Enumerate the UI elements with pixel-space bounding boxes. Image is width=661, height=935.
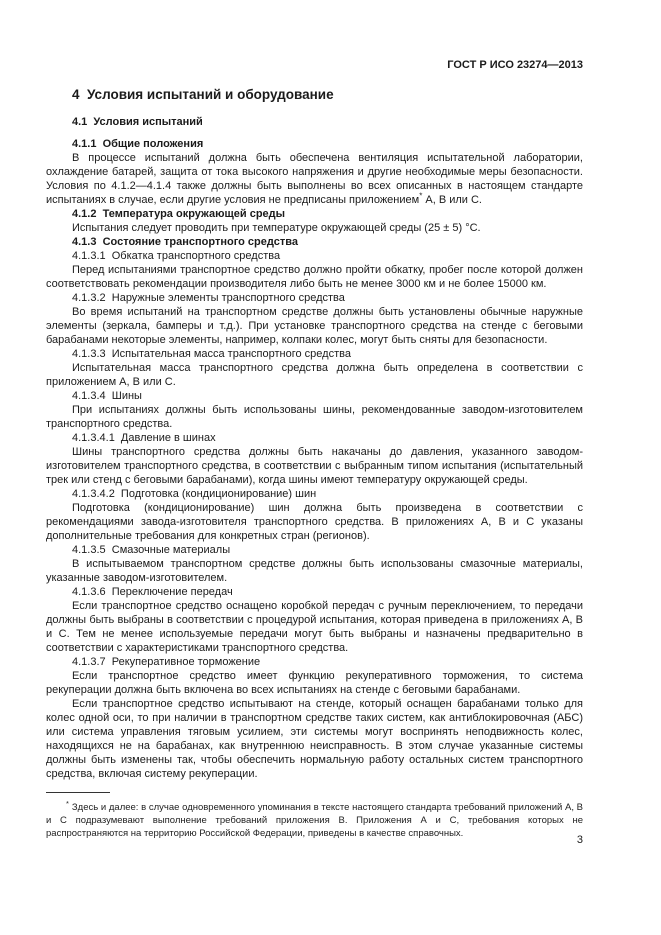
clause-heading: 4.1.1 Общие положения xyxy=(72,138,204,150)
content-blocks xyxy=(46,115,583,781)
section-title: 4 Условия испытаний и оборудование xyxy=(72,87,334,102)
paragraph: При испытаниях должны быть использованы шины, рекомендованные заводом-изготовителем транспортного средства. xyxy=(46,404,583,430)
footnote-text xyxy=(46,797,583,840)
footnote-rule xyxy=(46,792,110,793)
subclause-heading: 4.1.3.3 Испытательная масса транспортного средства xyxy=(72,348,351,360)
standard-code-header: ГОСТ Р ИСО 23274—2013 xyxy=(447,59,583,71)
paragraph: В процессе испытаний должна быть обеспечена вентиляция испытательной лаборатории, охлаждение батарей, защита от тока высокого напряжения и другие необходимые меры безопасности. Условия по 4.1.2—4.1.4 также должны быть выполнены во всех описанных в настоящем стандарте испытаниях в случае, если другие условия не предписаны приложением* А, В или С. xyxy=(46,152,583,206)
paragraph: Если транспортное средство имеет функцию рекуперативного торможения, то система рекуперации должна быть включена во всех испытаниях на стенде с беговыми барабанами. xyxy=(46,670,583,696)
paragraph: Шины транспортного средства должны быть накачаны до давления, указанного заводом-изготовителем транспортного средства, в соответствии с выбранным типом испытания (испытательный трек или стенд с беговыми барабанами), когда шины имеют температуру окружающей среды. xyxy=(46,446,583,486)
subclause-heading: 4.1.3.6 Переключение передач xyxy=(72,586,233,598)
subclause-heading: 4.1.3.5 Смазочные материалы xyxy=(72,544,231,556)
paragraph: Испытания следует проводить при температуре окружающей среды (25 ± 5) °С. xyxy=(72,222,481,234)
page-content xyxy=(46,58,583,781)
paragraph: В испытываемом транспортном средстве должны быть использованы смазочные материалы, указанные заводом-изготовителем. xyxy=(46,558,583,584)
clause-heading: 4.1 Условия испытаний xyxy=(72,116,203,128)
footnote-reference-marker: * xyxy=(419,191,423,201)
subclause-heading: 4.1.3.2 Наружные элементы транспортного средства xyxy=(72,292,345,304)
paragraph: Во время испытаний на транспортном средстве должны быть установлены обычные наружные элементы (зеркала, бамперы и т.д.). При установке транспортного средства на стенде с беговыми барабанами некоторые элементы, например, колпаки колес, могут быть сняты для безопасности. xyxy=(46,306,583,346)
subclause-heading: 4.1.3.7 Рекуперативное торможение xyxy=(72,656,261,668)
footnote-marker: * xyxy=(66,799,69,808)
paragraph: Перед испытаниями транспортное средство должно пройти обкатку, пробег после которой должен соответствовать рекомендации производителя либо быть не менее 3000 км и не более 15000 км. xyxy=(46,264,583,290)
footnote-block xyxy=(46,792,583,840)
paragraph: Подготовка (кондиционирование) шин должна быть произведена в соответствии с рекомендациями завода-изготовителя транспортного средства. В приложениях А, В и С указаны дополнительные требования для конкретных стран (регионов). xyxy=(46,502,583,542)
subclause-heading: 4.1.3.4.2 Подготовка (кондиционирование) шин xyxy=(72,488,317,500)
subclause-heading: 4.1.3.4 Шины xyxy=(72,390,142,402)
page-number: 3 xyxy=(576,834,583,846)
subclause-heading: 4.1.3.4.1 Давление в шинах xyxy=(72,432,216,444)
clause-heading: 4.1.3 Состояние транспортного средства xyxy=(72,236,298,248)
paragraph: Если транспортное средство испытывают на стенде, который оснащен барабанами только для колес одной оси, то при наличии в транспортном средстве таких систем, как антиблокировочная (АБС) или система управления тяговым усилием, эти системы могут воспринять неподвижность колес, находящихся не на барабанах, как внутреннюю неисправность. В этом случае указанные системы должны быть изменены так, чтобы обеспечить нормальную работу остальных систем транспортного средства, включая систему рекуперации. xyxy=(46,698,583,780)
paragraph: Испытательная масса транспортного средства должна быть определена в соответствии с приложением А, В или С. xyxy=(46,362,583,388)
footnote-body: Здесь и далее: в случае одновременного упоминания в тексте настоящего стандарта требований приложений А, В и С подразумевают выполнение требований приложения В. Приложения А и С, требования которых не распространяются на территорию Российской Федерации, приведены в качестве справочных. xyxy=(46,802,583,840)
subclause-heading: 4.1.3.1 Обкатка транспортного средства xyxy=(72,250,281,262)
clause-heading: 4.1.2 Температура окружающей среды xyxy=(72,208,286,220)
paragraph: Если транспортное средство оснащено коробкой передач с ручным переключением, то передачи должны быть выбраны в соответствии с процедурой испытания, которая приведена в приложениях А, В и С. Тем не менее используемые передачи могут быть выбраны и назначены предварительно в соответствии с характеристиками транспортного средства. xyxy=(46,600,583,654)
